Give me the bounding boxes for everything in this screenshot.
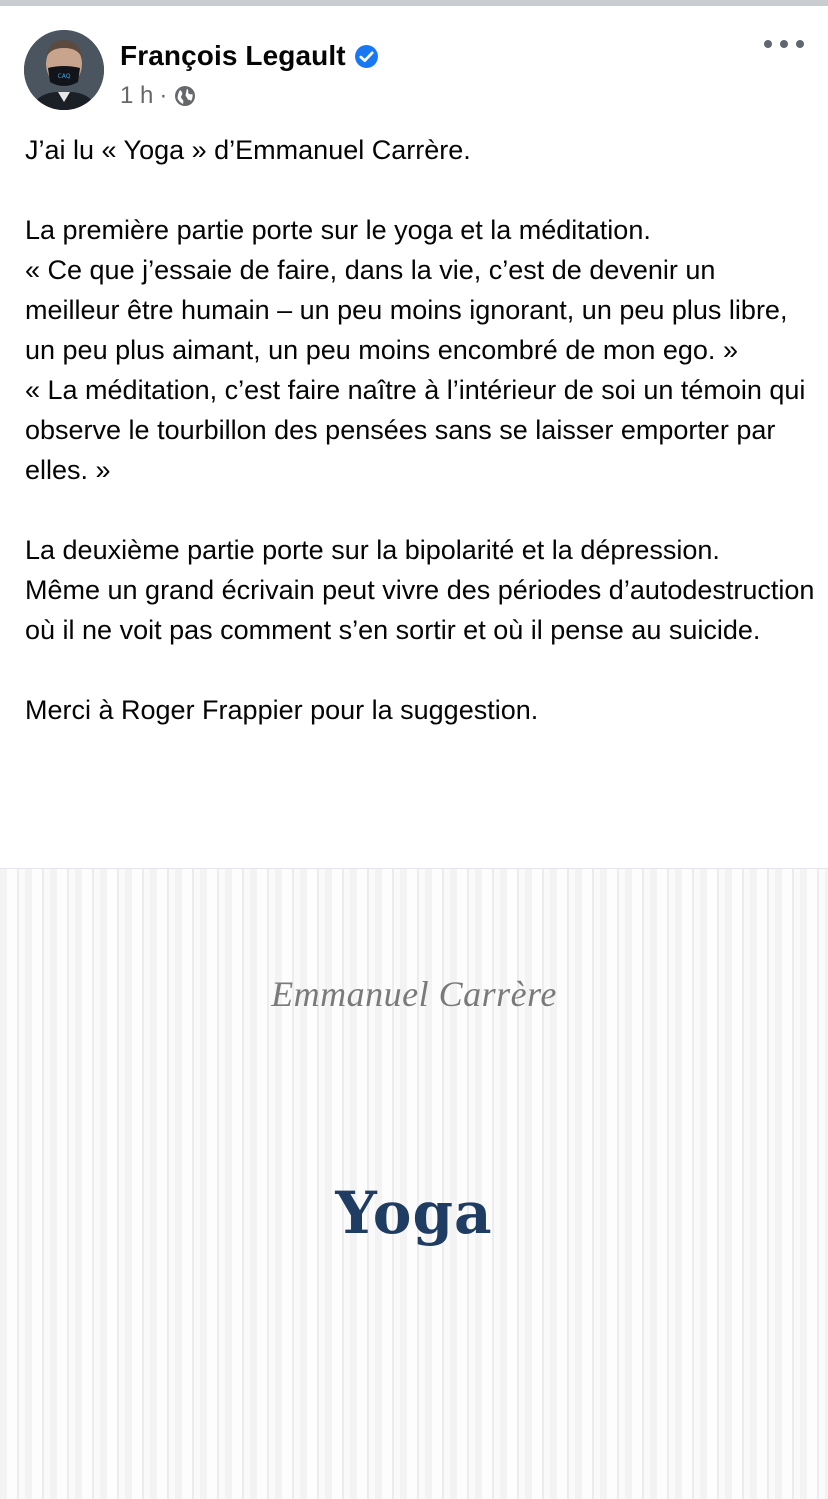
more-dot-icon: [764, 40, 772, 48]
post-paragraph: La première partie porte sur le yoga et la méditation.: [25, 215, 651, 245]
post-time[interactable]: 1 h: [120, 82, 154, 109]
post-paragraph: J’ai lu « Yoga » d’Emmanuel Carrère.: [25, 135, 471, 165]
post-text: [25, 130, 822, 730]
paragraph-gap: [25, 650, 815, 690]
paragraph-gap: [25, 170, 815, 210]
more-dot-icon: [780, 40, 788, 48]
author-block: [120, 38, 379, 110]
verified-badge-icon: [354, 44, 379, 69]
post-paragraph: La deuxième partie porte sur la bipolarité et la dépression.: [25, 535, 720, 565]
book-cover-title: Yoga: [335, 1179, 493, 1247]
post-paragraph: Même un grand écrivain peut vivre des périodes d’autodestruction où il ne voit pas comment s’en sortir et où il pense au suicide.: [25, 575, 822, 645]
post-image-book-cover[interactable]: [0, 868, 828, 1499]
globe-icon[interactable]: [173, 84, 197, 108]
author-name[interactable]: François Legault: [120, 40, 346, 71]
facebook-post: [0, 6, 828, 1498]
author-row: [120, 38, 379, 74]
post-paragraph: « Ce que j’essaie de faire, dans la vie, c’est de devenir un meilleur être humain – un peu moins ignorant, un peu plus libre, un peu plus aimant, un peu moins encombré de mon ego. »: [25, 255, 795, 365]
paragraph-gap: [25, 490, 815, 530]
post-paragraph: Merci à Roger Frappier pour la suggestion.: [25, 695, 539, 725]
post-paragraph: « La méditation, c’est faire naître à l’intérieur de soi un témoin qui observe le tourbillon des pensées sans se laisser emporter par elles. »: [25, 375, 813, 485]
more-options-button[interactable]: [764, 34, 804, 54]
post-header: [24, 28, 804, 112]
book-cover-author: Emmanuel Carrère: [271, 974, 557, 1014]
post-meta: [120, 82, 379, 110]
more-dot-icon: [796, 40, 804, 48]
avatar-photo-icon: [24, 30, 104, 110]
meta-separator: ·: [159, 82, 168, 109]
avatar[interactable]: [24, 30, 104, 110]
svg-text:CAQ: CAQ: [57, 73, 71, 80]
